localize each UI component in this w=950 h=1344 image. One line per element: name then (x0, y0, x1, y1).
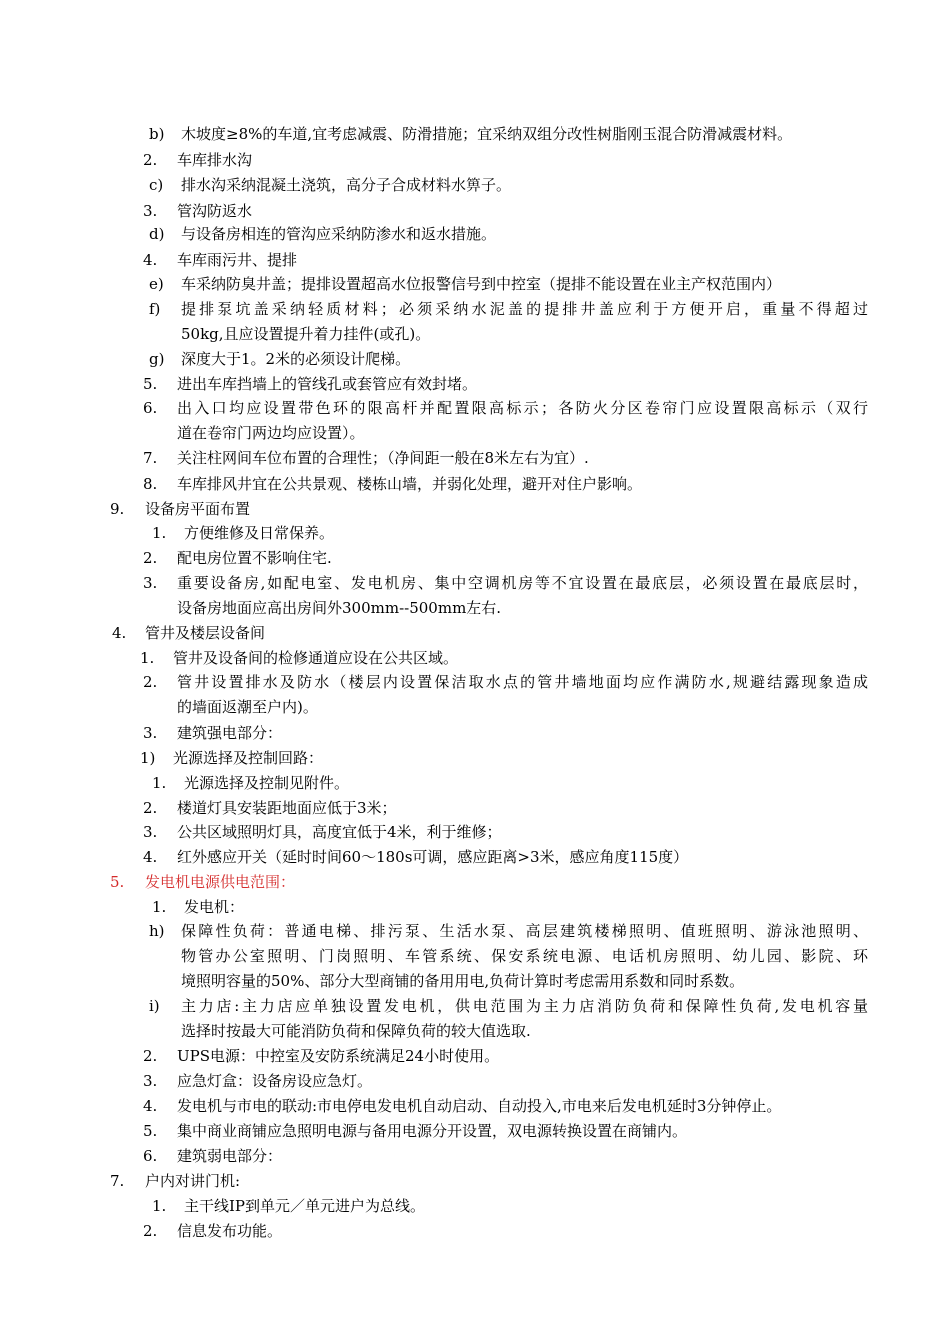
list-item-number: c) (149, 176, 164, 194)
list-item (0, 921, 950, 996)
list-item (0, 847, 950, 872)
list-item (0, 672, 950, 722)
list-item-number: 1. (152, 524, 167, 542)
list-item-number: 5. (110, 873, 125, 891)
list-item-text: 发电机： (184, 898, 245, 916)
list-item (0, 499, 950, 524)
list-item-number: f) (149, 300, 161, 318)
list-item-text: 50kg,且应设置提升着力挂件(或孔)。 (181, 325, 431, 343)
list-item (0, 723, 950, 748)
list-item-text: 的墙面返潮至户内)。 (177, 698, 318, 716)
list-item-number: g) (149, 350, 165, 368)
list-item-number: h) (149, 922, 165, 940)
list-item (0, 124, 950, 149)
list-item-number: 9. (110, 500, 125, 518)
list-item (0, 1171, 950, 1196)
list-item-number: 1. (152, 1197, 167, 1215)
list-item-number: 3. (143, 202, 158, 220)
list-item-text: 进出车库挡墙上的管线孔或套管应有效封堵。 (177, 375, 478, 393)
list-item-number: 2. (143, 151, 158, 169)
list-item-text: 重要设备房,如配电室、发电机房、集中空调机房等不宜设置在最底层，必须设置在最底层时， (177, 574, 868, 592)
list-item-text: 建筑强电部分： (177, 724, 283, 742)
list-item (0, 299, 950, 349)
list-item-text: 建筑弱电部分： (177, 1147, 283, 1165)
list-item-number: 2. (143, 1047, 158, 1065)
list-item-text: 楼道灯具安装距地面应低于3米； (177, 799, 397, 817)
list-item (0, 648, 950, 673)
list-item (0, 1196, 950, 1221)
list-item-number: 2. (143, 1222, 158, 1240)
list-item-text: 光源选择及控制回路： (173, 749, 324, 767)
list-item-text: 红外感应开关（延时时间60～180s可调，感应距离>3米，感应角度115度） (177, 848, 689, 866)
list-item (0, 175, 950, 200)
list-item-text: UPS电源：中控室及安防系统满足24小时使用。 (177, 1047, 500, 1065)
list-item-text: 管井及设备间的检修通道应设在公共区域。 (173, 649, 459, 667)
list-item-number: 2. (143, 799, 158, 817)
list-item-text: 发电机与市电的联动:市电停电发电机自动启动、自动投入,市电来后发电机延时3分钟停止。 (177, 1097, 782, 1115)
list-item-text: 木坡度≥8%的车道,宜考虑减震、防滑措施；宜采纳双组分改性树脂刚玉混合防滑减震材料。 (181, 125, 793, 143)
list-item (0, 548, 950, 573)
list-item (0, 150, 950, 175)
list-item (0, 872, 950, 897)
list-item-number: i) (149, 997, 160, 1015)
list-item (0, 798, 950, 823)
list-item (0, 274, 950, 299)
list-item-text: 排水沟采纳混凝土浇筑，高分子合成材料水箅子。 (181, 176, 512, 194)
list-item (0, 748, 950, 773)
list-item-text: 管井设置排水及防水（楼层内设置保洁取水点的管井墙地面均应作满防水,规避结露现象造成 (177, 673, 868, 691)
list-item-text: 应急灯盒：设备房设应急灯。 (177, 1072, 373, 1090)
list-item-text: 配电房位置不影响住宅. (177, 549, 332, 567)
list-item (0, 1146, 950, 1171)
list-item (0, 1046, 950, 1071)
list-item-text: 出入口均应设置带色环的限高杆并配置限高标示；各防火分区卷帘门应设置限高标示（双行 (177, 399, 868, 417)
list-item-text: 管井及楼层设备间 (145, 624, 266, 642)
list-item-text: 主干线IP到单元／单元进户为总线。 (184, 1197, 426, 1215)
list-item-number: 7. (110, 1172, 125, 1190)
list-item-text: 户内对讲门机: (145, 1172, 241, 1190)
list-item (0, 349, 950, 374)
list-item-text: 设备房平面布置 (145, 500, 251, 518)
list-item (0, 201, 950, 226)
list-item-number: 4. (143, 848, 158, 866)
list-item-number: 3. (143, 574, 158, 592)
list-item-number: 1. (140, 649, 155, 667)
list-item (0, 1121, 950, 1146)
list-item-number: 3. (143, 1072, 158, 1090)
list-item-number: 4. (143, 251, 158, 269)
list-item-number: 3. (143, 724, 158, 742)
list-item-text: 车库排风井宜在公共景观、楼栋山墙，并弱化处理，避开对住户影响。 (177, 475, 643, 493)
list-item (0, 822, 950, 847)
list-item-text: 发电机电源供电范围： (145, 873, 296, 891)
list-item-number: b) (149, 125, 165, 143)
list-item-number: 8. (143, 475, 158, 493)
list-item-text: 公共区域照明灯具，高度宜低于4米，利于维修； (177, 823, 502, 841)
list-item (0, 1096, 950, 1121)
list-item-number: 1. (152, 774, 167, 792)
list-item-number: 7. (143, 449, 158, 467)
list-item (0, 623, 950, 648)
list-item (0, 474, 950, 499)
list-item-text: 光源选择及控制见附件。 (184, 774, 350, 792)
list-item-text: 提排泵坑盖采纳轻质材料；必须采纳水泥盖的提排井盖应利于方便开启，重量不得超过 (181, 300, 868, 318)
list-item (0, 996, 950, 1046)
list-item (0, 448, 950, 473)
list-item (0, 1221, 950, 1246)
list-item-number: 4. (112, 624, 127, 642)
list-item-text: 管沟防返水 (177, 202, 253, 220)
list-item-number: e) (149, 275, 164, 293)
list-item-text: 车库排水沟 (177, 151, 253, 169)
list-item-text: 方便维修及日常保养。 (184, 524, 335, 542)
list-item-text: 信息发布功能。 (177, 1222, 283, 1240)
list-item (0, 224, 950, 249)
list-item-text: 保障性负荷：普通电梯、排污泵、生活水泵、高层建筑楼梯照明、值班照明、游泳池照明、 (181, 922, 868, 940)
list-item-text: 车库雨污井、提排 (177, 251, 298, 269)
list-item-text: 主力店:主力店应单独设置发电机，供电范围为主力店消防负荷和保障性负荷,发电机容量 (181, 997, 868, 1015)
list-item-text: 物管办公室照明、门岗照明、车管系统、保安系统电源、电话机房照明、幼儿园、影院、环 (181, 947, 868, 965)
list-item (0, 1071, 950, 1096)
list-item-number: 5. (143, 375, 158, 393)
list-item-number: 2. (143, 549, 158, 567)
list-item-text: 集中商业商铺应急照明电源与备用电源分开设置，双电源转换设置在商铺内。 (177, 1122, 688, 1140)
list-item-number: 1) (140, 749, 156, 767)
list-item-number: 1. (152, 898, 167, 916)
list-item (0, 523, 950, 548)
list-item-number: 2. (143, 673, 158, 691)
list-item-number: 3. (143, 823, 158, 841)
list-item (0, 573, 950, 623)
list-item-number: d) (149, 225, 165, 243)
list-item-number: 4. (143, 1097, 158, 1115)
list-item-text: 设备房地面应高出房间外300mm--500mm左右. (177, 599, 502, 617)
list-item-text: 深度大于1。2米的必须设计爬梯。 (181, 350, 411, 368)
list-item-text: 选择时按最大可能消防负荷和保障负荷的较大值选取. (181, 1022, 531, 1040)
list-item-text: 车采纳防臭井盖；提排设置超高水位报警信号到中控室（提排不能设置在业主产权范围内） (181, 275, 782, 293)
list-item (0, 897, 950, 922)
list-item (0, 250, 950, 275)
list-item (0, 773, 950, 798)
list-item-text: 境照明容量的50%、部分大型商铺的备用用电,负荷计算时考虑需用系数和同时系数。 (181, 972, 745, 990)
list-item-number: 6. (143, 1147, 158, 1165)
list-item-text: 道在卷帘门两边均应设置）。 (177, 424, 365, 442)
list-item (0, 398, 950, 448)
list-item (0, 374, 950, 399)
list-item-number: 5. (143, 1122, 158, 1140)
list-item-number: 6. (143, 399, 158, 417)
list-item-text: 关注柱网间车位布置的合理性；（净间距一般在8米左右为宜）. (177, 449, 589, 467)
list-item-text: 与设备房相连的管沟应采纳防渗水和返水措施。 (181, 225, 497, 243)
